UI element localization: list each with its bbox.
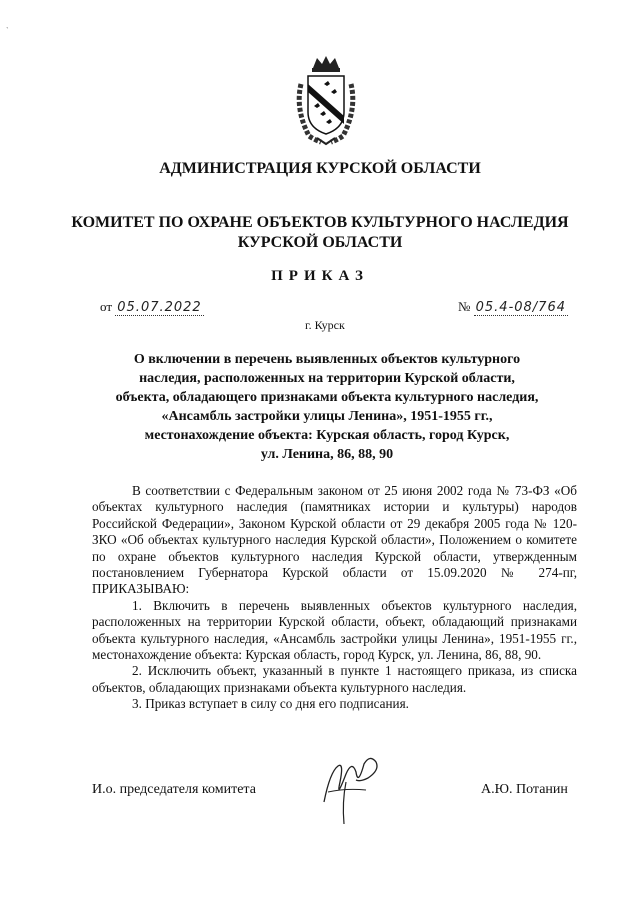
signatory-name: А.Ю. Потанин	[481, 782, 568, 797]
subject-line: «Ансамбль застройки улицы Ленина», 1951-1955 гг.,	[161, 409, 493, 424]
subject-line: О включении в перечень выявленных объектов культурного	[133, 352, 521, 367]
number-value: 05.4-08/764	[475, 300, 566, 315]
order-item-1: 1. Включить в перечень выявленных объектов культурного наследия, расположенных на территории Курской области, объект, обладающий признаками объекта культурного наследия, «Ансамбль застройки улицы Ленина», 1951-1955 гг., местонахождение объекта: Курская область, город Курск, ул. Ленина, 86, 88, 90.	[92, 597, 577, 663]
signatory-position: И.о. председателя комитета	[92, 782, 256, 797]
preamble-paragraph: В соответствии с Федеральным законом от 25 июня 2002 года № 73-ФЗ «Об объектах культурного наследия (памятниках истории и культуры) народов Российской Федерации», Законом Курской области от 29 декабря 2005 года № 120-ЗКО «Об объектах культурного наследия Курской области», Положением о комитете по охране объектов культурного наследия Курской области, утвержденным постановлением Губернатора Курской области от 15.09.2020 № 274-пг, ПРИКАЗЫВАЮ:	[92, 483, 577, 597]
date-value: 05.07.2022	[117, 300, 202, 315]
organization-title: АДМИНИСТРАЦИЯ КУРСКОЙ ОБЛАСТИ	[159, 160, 481, 177]
order-number	[458, 299, 568, 315]
committee-title-line2: КУРСКОЙ ОБЛАСТИ	[237, 234, 403, 251]
subject-line: объекта, обладающего признаками объекта культурного наследия,	[115, 390, 539, 405]
subject-line: наследия, расположенных на территории Курской области,	[139, 371, 515, 386]
kursk-coat-of-arms-icon	[291, 54, 361, 146]
subject-line: ул. Ленина, 86, 88, 90	[260, 447, 394, 462]
number-prefix: №	[457, 299, 471, 314]
handwritten-signature-icon	[316, 752, 386, 827]
committee-title-line1: КОМИТЕТ ПО ОХРАНЕ ОБЪЕКТОВ КУЛЬТУРНОГО НАСЛЕДИЯ	[71, 214, 569, 231]
scan-mark: `	[6, 26, 9, 35]
order-date	[100, 299, 204, 315]
city: г. Курск	[305, 318, 345, 332]
document-type: ПРИКАЗ	[271, 268, 369, 284]
committee-title	[0, 213, 640, 253]
order-item-2: 2. Исключить объект, указанный в пункте 1 настоящего приказа, из списка объектов, обладающих признаками объекта культурного наследия.	[92, 663, 577, 695]
subject-line: местонахождение объекта: Курская область, город Курск,	[144, 428, 510, 443]
order-item-3: 3. Приказ вступает в силу со дня его подписания.	[132, 696, 409, 712]
order-subject	[92, 350, 562, 464]
date-prefix: от	[100, 299, 113, 314]
order-body	[92, 483, 577, 713]
